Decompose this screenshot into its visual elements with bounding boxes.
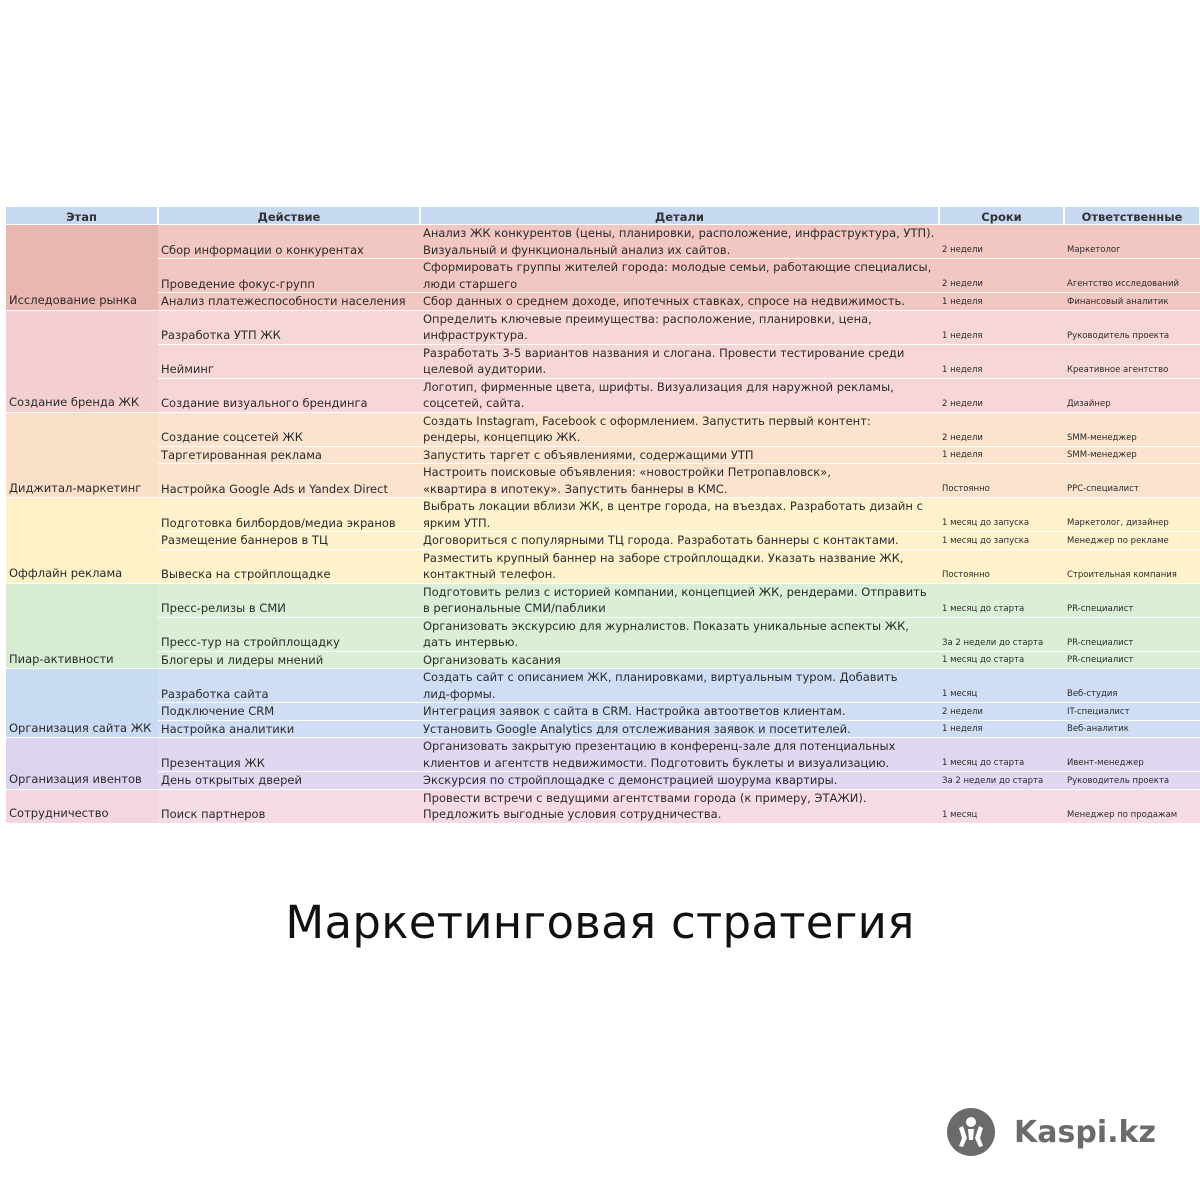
action-cell[interactable]: Презентация ЖК: [158, 738, 420, 772]
table-row: [6, 259, 1200, 293]
details-cell[interactable]: Интеграция заявок с сайта в CRM. Настройка автоответов клиентам.: [420, 703, 939, 721]
table-row: [6, 738, 1200, 772]
action-cell[interactable]: Пресс-тур на стройплощадку: [158, 617, 420, 651]
header-row: [6, 207, 1200, 225]
owner-cell[interactable]: SMM-менеджер: [1064, 412, 1200, 446]
stage-cell[interactable]: Диджитал-маркетинг: [6, 412, 158, 498]
stage-cell[interactable]: Создание бренда ЖК: [6, 310, 158, 412]
stage-cell[interactable]: Пиар-активности: [6, 583, 158, 669]
owner-cell[interactable]: PR-специалист: [1064, 651, 1200, 669]
owner-cell[interactable]: Руководитель проекта: [1064, 772, 1200, 790]
table-row: [6, 412, 1200, 446]
details-cell[interactable]: Организовать касания: [420, 651, 939, 669]
action-cell[interactable]: Таргетированная реклама: [158, 446, 420, 464]
term-cell[interactable]: 1 неделя: [939, 293, 1064, 311]
header-details[interactable]: Детали: [420, 207, 939, 225]
action-cell[interactable]: Настройка аналитики: [158, 720, 420, 738]
term-cell[interactable]: 1 месяц: [939, 669, 1064, 703]
owner-cell[interactable]: Дизайнер: [1064, 378, 1200, 412]
action-cell[interactable]: Подготовка билбордов/медиа экранов: [158, 498, 420, 532]
owner-cell[interactable]: Строительная компания: [1064, 549, 1200, 583]
action-cell[interactable]: Проведение фокус-групп: [158, 259, 420, 293]
table-row: [6, 617, 1200, 651]
owner-cell[interactable]: IT-специалист: [1064, 703, 1200, 721]
details-cell[interactable]: Запустить таргет с объявлениями, содержащими УТП: [420, 446, 939, 464]
term-cell[interactable]: 1 неделя: [939, 310, 1064, 344]
term-cell[interactable]: За 2 недели до старта: [939, 617, 1064, 651]
action-cell[interactable]: Нейминг: [158, 344, 420, 378]
action-cell[interactable]: Размещение баннеров в ТЦ: [158, 532, 420, 550]
action-cell[interactable]: Пресс-релизы в СМИ: [158, 583, 420, 617]
owner-cell[interactable]: Финансовый аналитик: [1064, 293, 1200, 311]
details-cell[interactable]: Логотип, фирменные цвета, шрифты. Визуализация для наружной рекламы, соцсетей, сайта.: [420, 378, 939, 412]
action-cell[interactable]: Разработка УТП ЖК: [158, 310, 420, 344]
term-cell[interactable]: За 2 недели до старта: [939, 772, 1064, 790]
table-row: [6, 772, 1200, 790]
term-cell[interactable]: Постоянно: [939, 549, 1064, 583]
details-cell[interactable]: Выбрать локации вблизи ЖК, в центре города, на въездах. Разработать дизайн с ярким УТП.: [420, 498, 939, 532]
kaspi-logo-icon: [946, 1107, 996, 1157]
stage-cell[interactable]: Организация ивентов: [6, 738, 158, 790]
term-cell[interactable]: 2 недели: [939, 703, 1064, 721]
term-cell[interactable]: 1 неделя: [939, 446, 1064, 464]
term-cell[interactable]: 1 неделя: [939, 344, 1064, 378]
table-row: [6, 344, 1200, 378]
stage-cell[interactable]: Исследование рынка: [6, 225, 158, 311]
action-cell[interactable]: Сбор информации о конкурентах: [158, 225, 420, 259]
table-row: [6, 720, 1200, 738]
term-cell[interactable]: 2 недели: [939, 225, 1064, 259]
term-cell[interactable]: 2 недели: [939, 412, 1064, 446]
details-cell[interactable]: Подготовить релиз с историей компании, концепцией ЖК, рендерами. Отправить в региональные СМИ/паблики: [420, 583, 939, 617]
details-cell[interactable]: Создать Instagram, Facebook с оформлением. Запустить первый контент: рендеры, концепцию ЖК.: [420, 412, 939, 446]
action-cell[interactable]: Настройка Google Ads и Yandex Direct: [158, 464, 420, 498]
action-cell[interactable]: Вывеска на стройплощадке: [158, 549, 420, 583]
table-row: [6, 378, 1200, 412]
table-row: [6, 446, 1200, 464]
term-cell[interactable]: 1 месяц до запуска: [939, 498, 1064, 532]
header-action[interactable]: Действие: [158, 207, 420, 225]
term-cell[interactable]: Постоянно: [939, 464, 1064, 498]
details-cell[interactable]: Настроить поисковые объявления: «новостройки Петропавловск», «квартира в ипотеку». Запустить баннеры в КМС.: [420, 464, 939, 498]
action-cell[interactable]: Подключение CRM: [158, 703, 420, 721]
action-cell[interactable]: Блогеры и лидеры мнений: [158, 651, 420, 669]
table-row: [6, 498, 1200, 532]
table-row: [6, 583, 1200, 617]
table-row: [6, 703, 1200, 721]
table-row: [6, 225, 1200, 259]
table-row: [6, 532, 1200, 550]
term-cell[interactable]: 1 неделя: [939, 720, 1064, 738]
stage-cell[interactable]: Организация сайта ЖК: [6, 669, 158, 738]
header-stage[interactable]: Этап: [6, 207, 158, 225]
strategy-table: [6, 207, 1200, 824]
action-cell[interactable]: Поиск партнеров: [158, 789, 420, 823]
details-cell[interactable]: Анализ ЖК конкурентов (цены, планировки, расположение, инфраструктура, УТП). Визуальный и функциональный анализ их сайтов.: [420, 225, 939, 259]
details-cell[interactable]: Экскурсия по стройплощадке с демонстрацией шоурума квартиры.: [420, 772, 939, 790]
action-cell[interactable]: Разработка сайта: [158, 669, 420, 703]
table-row: [6, 669, 1200, 703]
details-cell[interactable]: Провести встречи с ведущими агентствами города (к примеру, ЭТАЖИ). Предложить выгодные условия сотрудничества.: [420, 789, 939, 823]
owner-cell[interactable]: SMM-менеджер: [1064, 446, 1200, 464]
details-cell[interactable]: Договориться с популярными ТЦ города. Разработать баннеры с контактами.: [420, 532, 939, 550]
owner-cell[interactable]: Менеджер по продажам: [1064, 789, 1200, 823]
table-row: [6, 310, 1200, 344]
table-row: [6, 651, 1200, 669]
owner-cell[interactable]: Маркетолог: [1064, 225, 1200, 259]
action-cell[interactable]: Создание визуального брендинга: [158, 378, 420, 412]
owner-cell[interactable]: Креативное агентство: [1064, 344, 1200, 378]
header-term[interactable]: Сроки: [939, 207, 1064, 225]
owner-cell[interactable]: Веб-студия: [1064, 669, 1200, 703]
action-cell[interactable]: День открытых дверей: [158, 772, 420, 790]
term-cell[interactable]: 1 месяц до старта: [939, 651, 1064, 669]
stage-cell[interactable]: Оффлайн реклама: [6, 498, 158, 584]
details-cell[interactable]: Сформировать группы жителей города: молодые семьи, работающие специалисы, люди старшего: [420, 259, 939, 293]
owner-cell[interactable]: Ивент-менеджер: [1064, 738, 1200, 772]
details-cell[interactable]: Сбор данных о среднем доходе, ипотечных ставках, спросе на недвижимость.: [420, 293, 939, 311]
owner-cell[interactable]: Маркетолог, дизайнер: [1064, 498, 1200, 532]
brand-name: Kaspi.kz: [1014, 1114, 1156, 1150]
table-row: [6, 293, 1200, 311]
owner-cell[interactable]: PR-специалист: [1064, 617, 1200, 651]
term-cell[interactable]: 2 недели: [939, 259, 1064, 293]
page-title: Маркетинговая стратегия: [285, 896, 915, 949]
term-cell[interactable]: 1 месяц до старта: [939, 738, 1064, 772]
table-row: [6, 789, 1200, 823]
owner-cell[interactable]: Руководитель проекта: [1064, 310, 1200, 344]
header-owner[interactable]: Ответственные: [1064, 207, 1200, 225]
details-cell[interactable]: Создать сайт с описанием ЖК, планировками, виртуальным туром. Добавить лид-формы.: [420, 669, 939, 703]
term-cell[interactable]: 1 месяц до запуска: [939, 532, 1064, 550]
table-row: [6, 549, 1200, 583]
details-cell[interactable]: Определить ключевые преимущества: расположение, планировки, цена, инфраструктура.: [420, 310, 939, 344]
action-cell[interactable]: Создание соцсетей ЖК: [158, 412, 420, 446]
details-cell[interactable]: Разместить крупный баннер на заборе стройплощадки. Указать название ЖК, контактный телефон.: [420, 549, 939, 583]
term-cell[interactable]: 2 недели: [939, 378, 1064, 412]
action-cell[interactable]: Анализ платежеспособности населения: [158, 293, 420, 311]
details-cell[interactable]: Установить Google Analytics для отслеживания заявок и посетителей.: [420, 720, 939, 738]
stage-cell[interactable]: Сотрудничество: [6, 789, 158, 823]
term-cell[interactable]: 1 месяц до старта: [939, 583, 1064, 617]
table-body: [6, 225, 1200, 824]
table-row: [6, 464, 1200, 498]
owner-cell[interactable]: Менеджер по рекламе: [1064, 532, 1200, 550]
owner-cell[interactable]: Веб-аналитик: [1064, 720, 1200, 738]
details-cell[interactable]: Разработать 3-5 вариантов названия и слогана. Провести тестирование среди целевой аудитории.: [420, 344, 939, 378]
details-cell[interactable]: Организовать экскурсию для журналистов. Показать уникальные аспекты ЖК, дать интервью.: [420, 617, 939, 651]
owner-cell[interactable]: Агентство исследований: [1064, 259, 1200, 293]
term-cell[interactable]: 1 месяц: [939, 789, 1064, 823]
owner-cell[interactable]: PPC-специалист: [1064, 464, 1200, 498]
owner-cell[interactable]: PR-специалист: [1064, 583, 1200, 617]
brand-logo[interactable]: [946, 1106, 1156, 1158]
details-cell[interactable]: Организовать закрытую презентацию в конференц-зале для потенциальных клиентов и агентств недвижимости. Подготовить буклеты и визуализацию.: [420, 738, 939, 772]
